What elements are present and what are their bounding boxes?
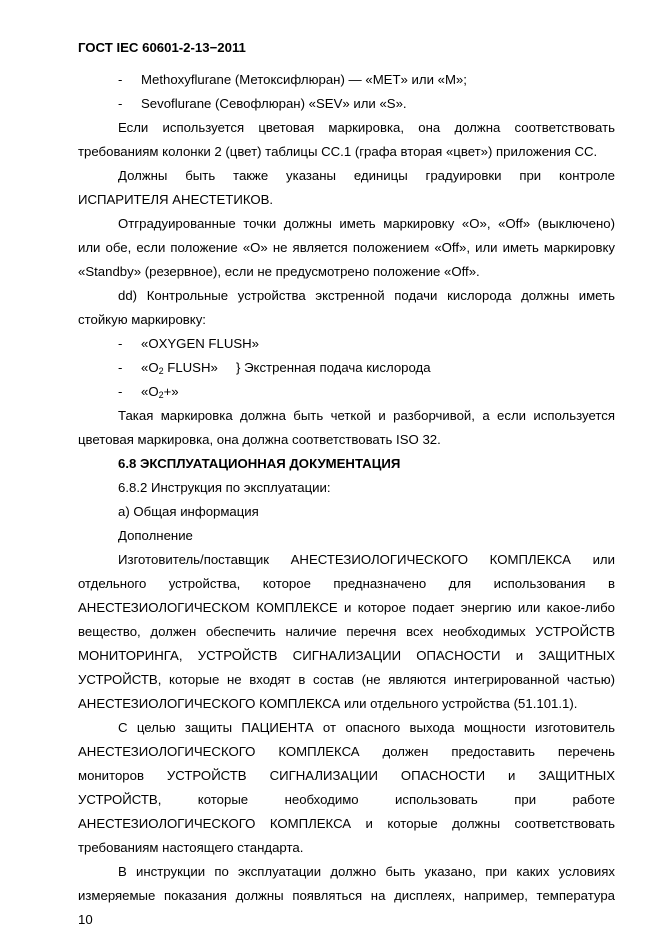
document-header: ГОСТ IEC 60601-2-13−2011 [78,40,246,55]
paragraph-line: Должны быть также указаны единицы градуировки при контроле [118,168,615,183]
paragraph-line: С целью защиты ПАЦИЕНТА от опасного выхода мощности изготовитель [118,720,615,735]
list-bullet: - [118,72,123,87]
paragraph-line: измеряемые показания должны появляться на дисплеях, например, температура [78,888,615,903]
paragraph-line: В инструкции по эксплуатации должно быть указано, при каких условиях [118,864,615,879]
brace-note: } Экстренная подача кислорода [236,360,431,375]
paragraph-line: или обе, если положение «O» не является положением «Off», или иметь маркировку [78,240,615,255]
list-item: Methoxyflurane (Метоксифлюран) — «MET» или «M»; [141,72,467,87]
list-item: «$O_2+$» [141,384,179,400]
page-number: 10 [78,912,93,927]
paragraph-line: вещество, должен обеспечить наличие перечня всех необходимых УСТРОЙСТВ [78,624,615,639]
paragraph-line: цветовая маркировка, она должна соответствовать ISO 32. [78,432,441,447]
paragraph-line: ИСПАРИТЕЛЯ АНЕСТЕТИКОВ. [78,192,274,207]
paragraph-line: мониторов УСТРОЙСТВ СИГНАЛИЗАЦИИ ОПАСНОСТИ и ЗАЩИТНЫХ [78,768,615,783]
paragraph-line: АНЕСТЕЗИОЛОГИЧЕСКОГО КОМПЛЕКСА должен предоставить перечень [78,744,615,759]
list-item: Sevoflurane (Севофлюран) «SEV» или «S». [141,96,407,111]
paragraph-line: требованиям настоящего стандарта. [78,840,304,855]
paragraph-line: Отградуированные точки должны иметь маркировку «O», «Off» (выключено) [118,216,615,231]
paragraph-line: МОНИТОРИНГА, УСТРОЙСТВ СИГНАЛИЗАЦИИ ОПАСНОСТИ и ЗАЩИТНЫХ [78,648,615,663]
paragraph-line: АНЕСТЕЗИОЛОГИЧЕСКОМ КОМПЛЕКСЕ и которое подает энергию или какое-либо [78,600,615,615]
section-heading: 6.8 ЭКСПЛУАТАЦИОННАЯ ДОКУМЕНТАЦИЯ [118,456,401,471]
subsection-heading: Дополнение [118,528,193,543]
paragraph-line: УСТРОЙСТВ, которые необходимо использовать при работе [78,792,615,807]
list-bullet: - [118,336,123,351]
list-item: «$O_2$ FLUSH» [141,360,218,376]
paragraph-line: Изготовитель/поставщик АНЕСТЕЗИОЛОГИЧЕСКОГО КОМПЛЕКСА или [118,552,615,567]
list-bullet: - [118,384,123,399]
list-bullet: - [118,360,123,375]
list-bullet: - [118,96,123,111]
paragraph-line: «Standby» (резервное), если не предусмотрено положение «Off». [78,264,480,279]
paragraph-line: Такая маркировка должна быть четкой и разборчивой, а если используется [118,408,615,423]
paragraph-line: требованиям колонки 2 (цвет) таблицы СС.1 (графа вторая «цвет») приложения СС. [78,144,598,159]
subsection-heading: a) Общая информация [118,504,259,519]
list-item: «OXYGEN FLUSH» [141,336,259,351]
paragraph-line: стойкую маркировку: [78,312,206,327]
subsection-heading: 6.8.2 Инструкция по эксплуатации: [118,480,331,495]
paragraph-line: отдельного устройства, которое предназначено для использования в [78,576,615,591]
paragraph-line: УСТРОЙСТВ, которые не входят в состав (не являются интегрированной частью) [78,672,615,687]
paragraph-line: АНЕСТЕЗИОЛОГИЧЕСКОГО КОМПЛЕКСА или отдельного устройства (51.101.1). [78,696,578,711]
paragraph-line: АНЕСТЕЗИОЛОГИЧЕСКОГО КОМПЛЕКСА и которые должны соответствовать [78,816,615,831]
paragraph-line: dd) Контрольные устройства экстренной подачи кислорода должны иметь [118,288,615,303]
paragraph-line: Если используется цветовая маркировка, она должна соответствовать [118,120,615,135]
